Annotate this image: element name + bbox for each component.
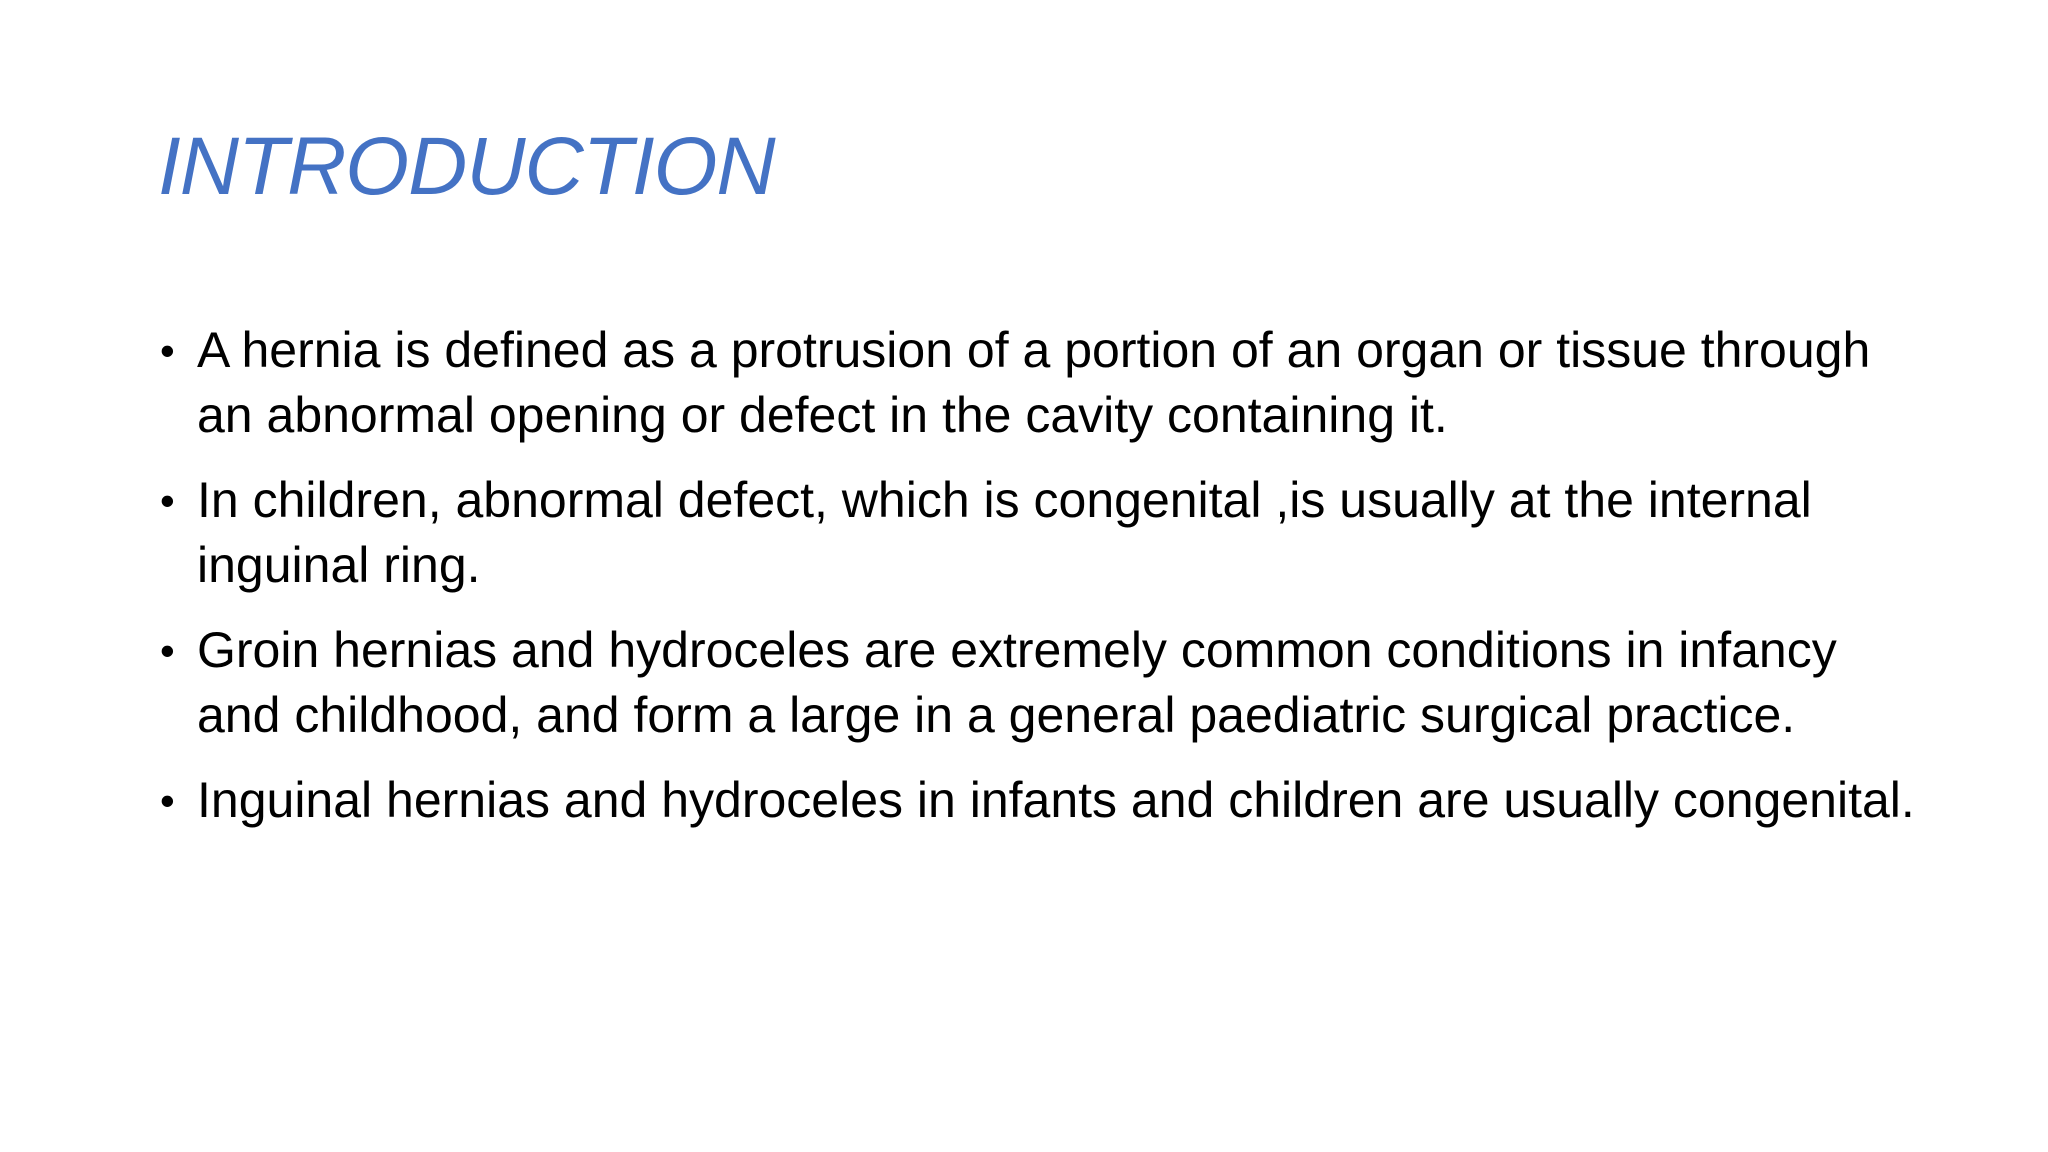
bullet-text: A hernia is defined as a protrusion of a portion of an organ or tissue through an abnormal opening or defect in the cavity containing it.	[197, 322, 1871, 443]
bullet-item	[158, 318, 1918, 448]
bullet-text: Inguinal hernias and hydroceles in infants and children are usually congenital.	[197, 772, 1915, 828]
bullet-list	[158, 318, 1918, 853]
bullet-item	[158, 768, 1918, 833]
bullet-text: Groin hernias and hydroceles are extremely common conditions in infancy and childhood, and form a large in a general paediatric surgical practice.	[197, 622, 1837, 743]
bullet-item	[158, 468, 1918, 598]
bullet-icon: •	[160, 627, 175, 674]
bullet-text: In children, abnormal defect, which is congenital ,is usually at the internal inguinal ring.	[197, 472, 1812, 593]
bullet-item	[158, 618, 1918, 748]
slide-title: INTRODUCTION	[158, 121, 775, 212]
bullet-icon: •	[160, 477, 175, 524]
bullet-icon: •	[160, 777, 175, 824]
bullet-icon: •	[160, 327, 175, 374]
